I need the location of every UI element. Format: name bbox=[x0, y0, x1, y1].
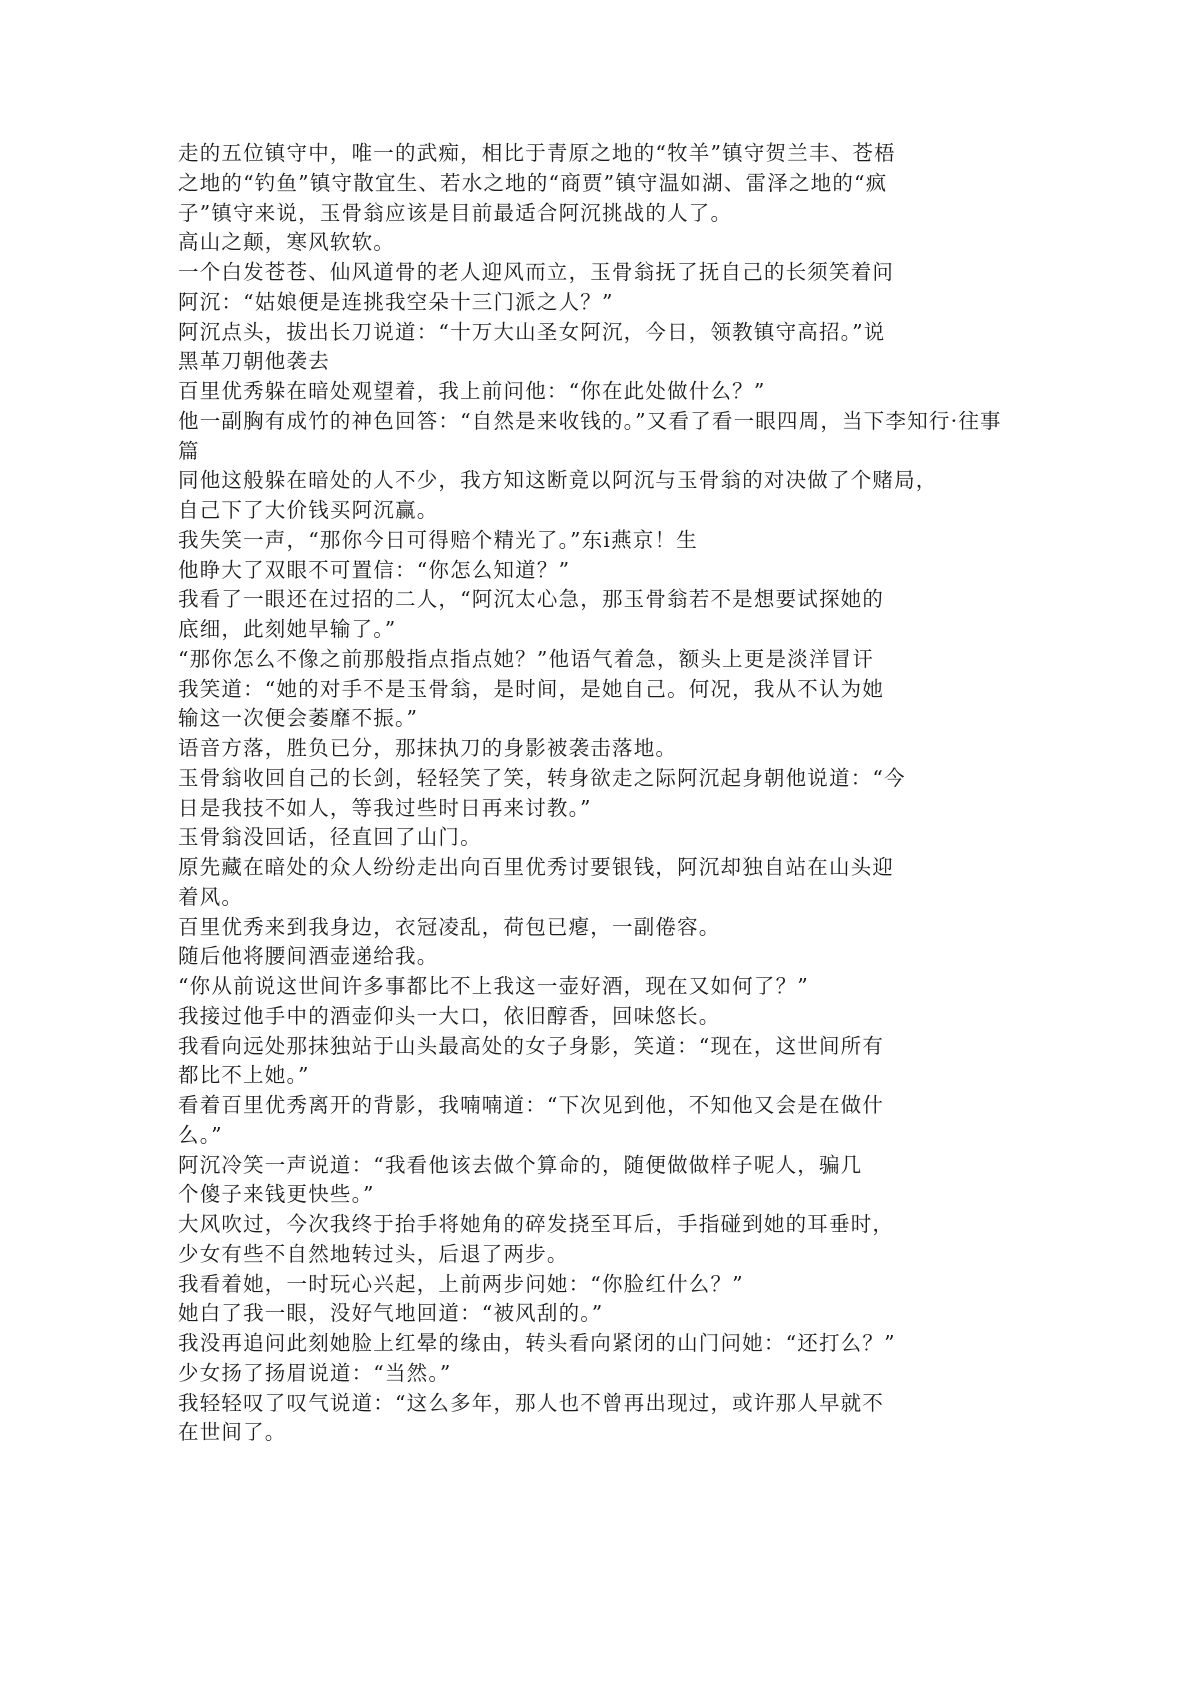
text-line: 玉骨翁收回自己的长剑，轻轻笑了笑，转身欲走之际阿沉起身朝他说道：“今 bbox=[178, 765, 906, 790]
text-line: 同他这般躲在暗处的人不少，我方知这断竟以阿沉与玉骨翁的对决做了个赌局， bbox=[178, 468, 938, 493]
text-line: 都比不上她。” bbox=[178, 1063, 310, 1088]
text-line: 么。” bbox=[178, 1122, 223, 1147]
text-line: 着风。 bbox=[178, 884, 244, 909]
text-line: 篇 bbox=[178, 438, 200, 463]
text-line: 语音方落，胜负已分，那抹执刀的身影被袭击落地。 bbox=[178, 736, 678, 760]
text-line: 他一副胸有成竹的神色回答：“自然是来收钱的。”又看了看一眼四周，当下李知行·往事 bbox=[178, 408, 1002, 433]
text-line: 黑革刀朝他袭去 bbox=[178, 349, 330, 374]
text-line: 阿沉点头，拔出长刀说道：“十万大山圣女阿沉，今日，领教镇守高招。”说 bbox=[178, 319, 886, 344]
text-line: 走的五位镇守中，唯一的武痴，相比于青原之地的“牧羊”镇守贺兰丰、苍梧 bbox=[178, 141, 896, 165]
text-line: 我笑道：“她的对手不是玉骨翁，是时间，是她自己。何况，我从不认为她 bbox=[178, 676, 885, 701]
text-line: 一个白发苍苍、仙风道骨的老人迎风而立，玉骨翁抚了抚自己的长须笑着问 bbox=[178, 260, 895, 284]
text-line: 输这一次便会萎靡不振。” bbox=[178, 706, 419, 731]
text-line: 在世间了。 bbox=[178, 1420, 287, 1445]
text-line: 大风吹过，今次我终于抬手将她角的碎发挠至耳后，手指碰到她的耳垂时， bbox=[178, 1212, 895, 1236]
text-line: 我轻轻叹了叹气说道：“这么多年，那人也不曾再出现过，或许那人早就不 bbox=[178, 1390, 885, 1415]
text-line: 我看向远处那抹独站于山头最高处的女子身影，笑道：“现在，这世间所有 bbox=[178, 1033, 885, 1058]
text-line: 我没再追问此刻她脸上红晕的缘由，转头看向紧闭的山门问她：“还打么？” bbox=[178, 1331, 896, 1355]
text-line: 子”镇守来说，玉骨翁应该是目前最适合阿沉挑战的人了。 bbox=[178, 200, 733, 225]
text-line: “那你怎么不像之前那般指点指点她？”他语气着急，额头上更是淡洋冒讦 bbox=[178, 646, 875, 671]
text-line: 之地的“钓鱼”镇守散宜生、若水之地的“商贾”镇守温如湖、雷泽之地的“疯 bbox=[178, 170, 888, 195]
text-line: 高山之颠，寒风软软。 bbox=[178, 230, 395, 255]
text-line: 自己下了大价钱买阿沉赢。 bbox=[178, 498, 439, 522]
text-line: 她白了我一眼，没好气地回道：“被风刮的。” bbox=[178, 1301, 604, 1326]
text-line: 玉骨翁没回话，径直回了山门。 bbox=[178, 825, 482, 850]
text-line: 我失笑一声，“那你今日可得赔个精光了。”东i燕京！生 bbox=[178, 527, 698, 552]
text-line: 他睁大了双眼不可置信：“你怎么知道？” bbox=[178, 557, 571, 582]
text-line: 我看了一眼还在过招的二人，“阿沉太心急，那玉骨翁若不是想要试探她的 bbox=[178, 587, 885, 612]
text-line: 随后他将腰间酒壶递给我。 bbox=[178, 944, 439, 969]
text-line: 看着百里优秀离开的背影，我喃喃道：“下次见到他，不知他又会是在做什 bbox=[178, 1093, 885, 1117]
text-line: 阿沉：“姑娘便是连挑我空朵十三门派之人？” bbox=[178, 289, 614, 314]
text-line: 百里优秀来到我身边，衣冠凌乱，荷包已瘪，一副倦容。 bbox=[178, 914, 721, 939]
text-line: 我看着她，一时玩心兴起，上前两步问她：“你脸红什么？” bbox=[178, 1271, 744, 1296]
text-line: 阿沉冷笑一声说道：“我看他该去做个算命的，随便做做样子呢人，骗几 bbox=[178, 1152, 863, 1177]
text-line: 原先藏在暗处的众人纷纷走出向百里优秀讨要银钱，阿沉却独自站在山头迎 bbox=[178, 855, 895, 879]
text-line: 我接过他手中的酒壶仰头一大口，依旧醇香，回味悠长。 bbox=[178, 1003, 721, 1028]
text-line: “你从前说这世间许多事都比不上我这一壶好酒，现在又如何了？” bbox=[178, 974, 809, 998]
body-text bbox=[178, 139, 1058, 1448]
text-line: 百里优秀躲在暗处观望着，我上前问他：“你在此处做什么？” bbox=[178, 379, 766, 403]
text-line: 底细，此刻她早输了。” bbox=[178, 617, 397, 641]
text-line: 少女扬了扬眉说道：“当然。” bbox=[178, 1360, 452, 1385]
text-line: 个傻子来钱更快些。” bbox=[178, 1182, 375, 1207]
text-line: 日是我技不如人，等我过些时日再来讨教。” bbox=[178, 795, 592, 820]
text-line: 少女有些不自然地转过头，后退了两步。 bbox=[178, 1241, 569, 1266]
